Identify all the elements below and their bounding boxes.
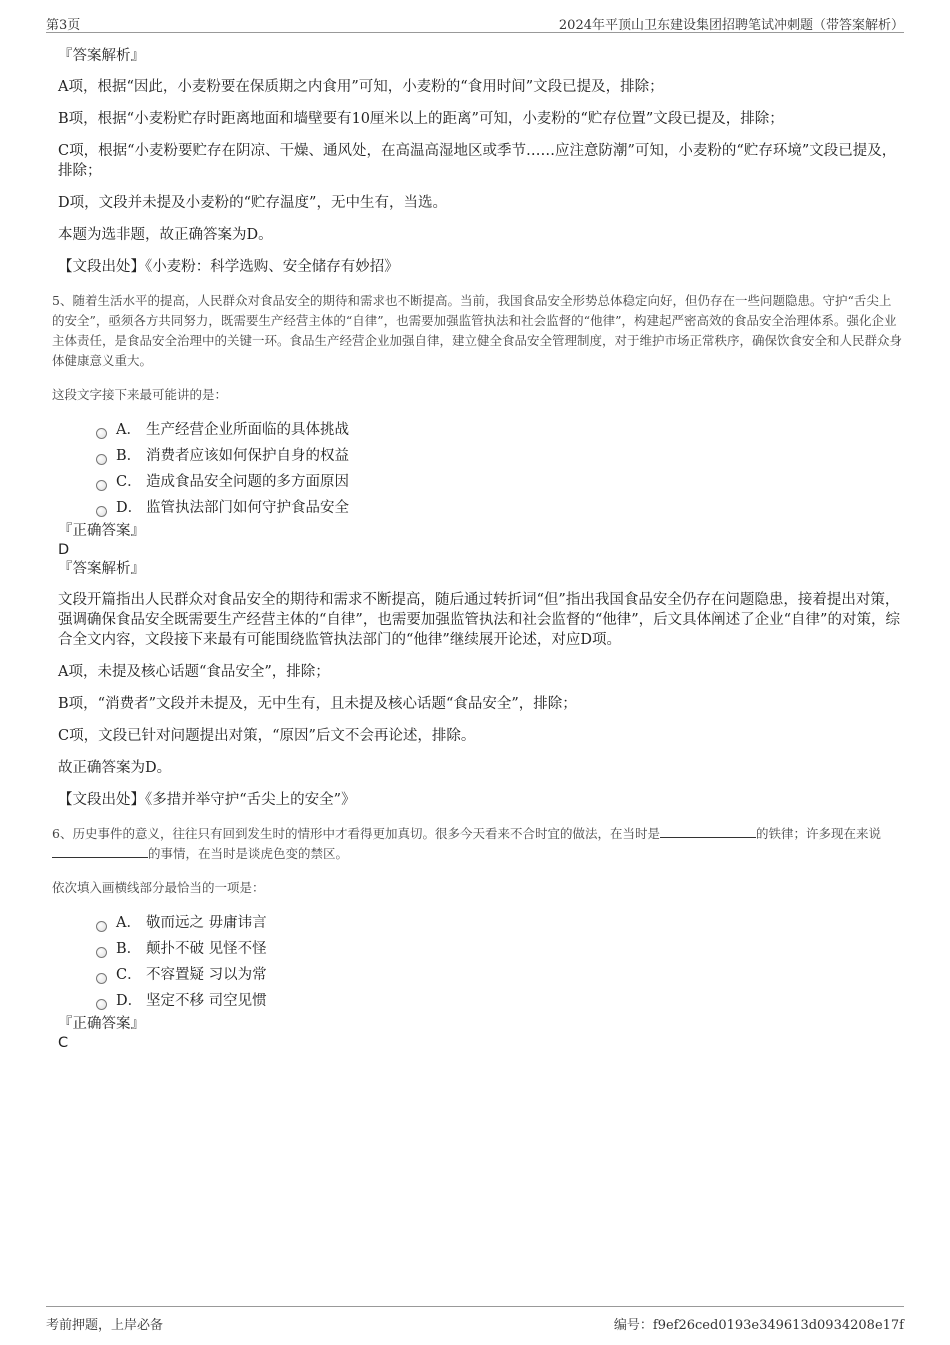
radio-icon[interactable] xyxy=(96,921,107,932)
radio-icon[interactable] xyxy=(96,999,107,1010)
q5-analysis-main: 文段开篇指出人民群众对食品安全的期待和需求不断提高，随后通过转折词“但”指出我国食品安全仍存在问题隐患，接着提出对策，强调确保食品安全既需要生产经营主体的“自律”，也需要加强监管执法和社会监督的“他律”，后文具体阐述了企业“自律”的对策，综合全文内容，文段接下来最有可能围绕监管执法部门的“他律”继续展开论述，对应D项。 xyxy=(58,592,900,648)
radio-icon[interactable] xyxy=(96,454,107,465)
q5-analysis-heading: 『答案解析』 xyxy=(58,561,145,577)
q4-analysis-conclusion: 本题为选非题，故正确答案为D。 xyxy=(58,227,273,243)
q6-blank-2 xyxy=(52,845,148,858)
q5-source: 【文段出处】《多措并举守护“舌尖上的安全”》 xyxy=(58,792,356,808)
q5-options xyxy=(96,417,902,521)
radio-icon[interactable] xyxy=(96,947,107,958)
q5-stem: 5、随着生活水平的提高，人民群众对食品安全的期待和需求也不断提高。当前，我国食品安全形势总体稳定向好，但仍存在一些问题隐患。守护“舌尖上的安全”，亟须各方共同努力，既需要生产经营主体的“自律”，也需要加强监管执法和社会监督的“他律”，构建起严密高效的食品安全治理体系。强化企业主体责任，是食品安全治理中的关键一环。食品生产经营企业加强自律，建立健全食品安全管理制度，对于维护市场正常秩序，确保饮食安全和人民群众身体健康意义重大。 xyxy=(52,293,903,368)
q5-prompt: 这段文字接下来最可能讲的是： xyxy=(52,387,228,402)
q6-stem: 6、历史事件的意义，往往只有回到发生时的情形中才看得更加真切。很多今天看来不合时宜的做法，在当时是 的铁律；许多现在来说的事情，在当时是谈虎色变的禁区。 xyxy=(52,826,881,861)
page-footer xyxy=(46,1306,904,1333)
page-content xyxy=(52,46,902,1052)
q5-analysis-a: A项，未提及核心话题“食品安全”，排除； xyxy=(58,664,330,680)
q6-option-c[interactable]: C． 不容置疑 习以为常 xyxy=(96,962,902,988)
q5-option-b[interactable]: B． 消费者应该如何保护自身的权益 xyxy=(96,443,902,469)
q5-option-d[interactable]: D． 监管执法部门如何守护食品安全 xyxy=(96,495,902,521)
q5-answer: D xyxy=(58,542,70,558)
footer-slogan: 考前押题，上岸必备 xyxy=(46,1318,164,1333)
q4-analysis-heading: 『答案解析』 xyxy=(58,48,145,64)
q6-answer-heading: 『正确答案』 xyxy=(58,1016,145,1032)
q6-option-b[interactable]: B． 颠扑不破 见怪不怪 xyxy=(96,936,902,962)
q6-option-d[interactable]: D． 坚定不移 司空见惯 xyxy=(96,988,902,1014)
q6-prompt: 依次填入画横线部分最恰当的一项是： xyxy=(52,880,265,895)
q4-analysis-d: D项，文段并未提及小麦粉的“贮存温度”，无中生有，当选。 xyxy=(58,195,447,211)
q6-answer: C xyxy=(58,1035,69,1051)
radio-icon[interactable] xyxy=(96,428,107,439)
q5-analysis-c: C项，文段已针对问题提出对策，“原因”后文不会再论述，排除。 xyxy=(58,728,476,744)
q6-blank-1 xyxy=(660,825,756,838)
q4-analysis-a: A项，根据“因此，小麦粉要在保质期之内食用”可知，小麦粉的“食用时间”文段已提及，排除； xyxy=(58,79,664,95)
q5-analysis-conclusion: 故正确答案为D。 xyxy=(58,760,172,776)
document-title: 2024年平顶山卫东建设集团招聘笔试冲刺题（带答案解析） xyxy=(558,18,904,33)
q5-analysis-b: B项，“消费者”文段并未提及，无中生有，且未提及核心话题“食品安全”，排除； xyxy=(58,696,577,712)
document-code: 编号：f9ef26ced0193e349613d0934208e17f xyxy=(613,1318,904,1333)
q5-answer-heading: 『正确答案』 xyxy=(58,523,145,539)
q5-option-c[interactable]: C． 造成食品安全问题的多方面原因 xyxy=(96,469,902,495)
q6-option-a[interactable]: A． 敬而远之 毋庸讳言 xyxy=(96,910,902,936)
page-number: 第3页 xyxy=(46,18,81,33)
q5-option-a[interactable]: A． 生产经营企业所面临的具体挑战 xyxy=(96,417,902,443)
radio-icon[interactable] xyxy=(96,480,107,491)
radio-icon[interactable] xyxy=(96,973,107,984)
radio-icon[interactable] xyxy=(96,506,107,517)
q4-source: 【文段出处】《小麦粉：科学选购、安全储存有妙招》 xyxy=(58,259,399,275)
q4-analysis-c: C项，根据“小麦粉要贮存在阴凉、干燥、通风处，在高温高湿地区或季节……应注意防潮”可知，小麦粉的“贮存环境”文段已提及，排除； xyxy=(58,143,897,179)
q6-options xyxy=(96,910,902,1014)
q4-analysis-b: B项，根据“小麦粉贮存时距离地面和墙壁要有10厘米以上的距离”可知，小麦粉的“贮存位置”文段已提及，排除； xyxy=(58,111,784,127)
page-header xyxy=(46,12,904,33)
